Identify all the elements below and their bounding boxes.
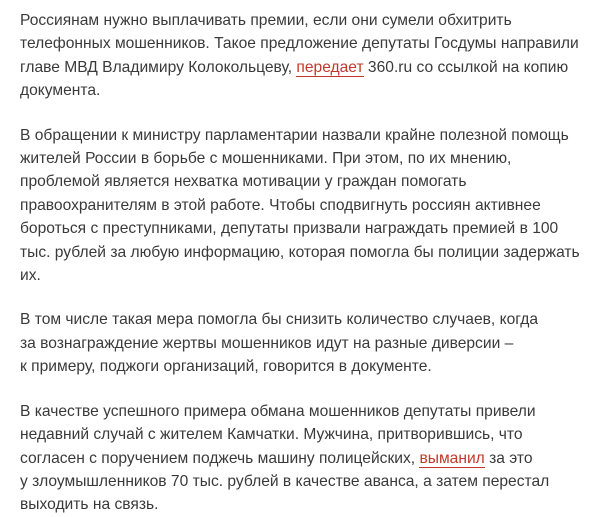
source-link-vymanil[interactable]: выманил [419,449,485,467]
text-line: жителей России в борьбе с мошенниками. При этом, по их мнению, [20,150,512,168]
text-line: проблемой является нехватка мотивации у граждан помогать [20,173,467,191]
text-line: недавний случай с жителем Камчатки. Мужчина, притворившись, что [20,426,523,444]
text-line: бороться с преступниками, депутаты призвали награждать премией в 100 [20,220,559,238]
article-paragraph-4 [20,400,594,517]
text-line-with-link [20,56,594,79]
text-line: Россиянам нужно выплачивать премии, если они сумели обхитрить [20,12,512,29]
text-line: за вознаграждение жертвы мошенников идут на разные диверсии – [20,334,514,352]
text-line: их. [20,267,41,285]
text-line: к примеру, поджоги организаций, говорится в документе. [20,358,432,376]
source-link-peredaet[interactable]: передает [296,58,364,76]
text-fragment: 360.ru со ссылкой на копию [363,58,569,76]
text-fragment: за это [484,449,533,467]
text-line: В качестве успешного примера обмана мошенников депутаты привели [20,402,536,420]
text-line: телефонных мошенников. Такое предложение депутаты Госдумы направили [20,35,579,53]
text-line: тыс. рублей за любую информацию, которая помогла бы полиции задержать [20,243,580,261]
text-fragment: главе МВД Владимиру Колокольцеву, [20,58,297,76]
article-paragraph-2 [20,124,594,288]
text-line: В обращении к министру парламентарии назвали крайне полезной помощь [20,126,569,144]
article-body [20,9,594,517]
article-paragraph-1 [20,9,594,103]
text-line-with-link [20,447,594,470]
text-line: правоохранителям в этой работе. Чтобы сподвигнуть россиян активнее [20,196,541,214]
text-line: у злоумышленников 70 тыс. рублей в качестве аванса, а затем перестал [20,472,550,490]
article-paragraph-3 [20,308,594,378]
text-line: В том числе такая мера помогла бы снизить количество случаев, когда [20,311,539,329]
text-line: выходить на связь. [20,496,159,514]
text-fragment: согласен с поручением поджечь машину полицейских, [20,449,420,467]
text-line: документа. [20,82,101,100]
